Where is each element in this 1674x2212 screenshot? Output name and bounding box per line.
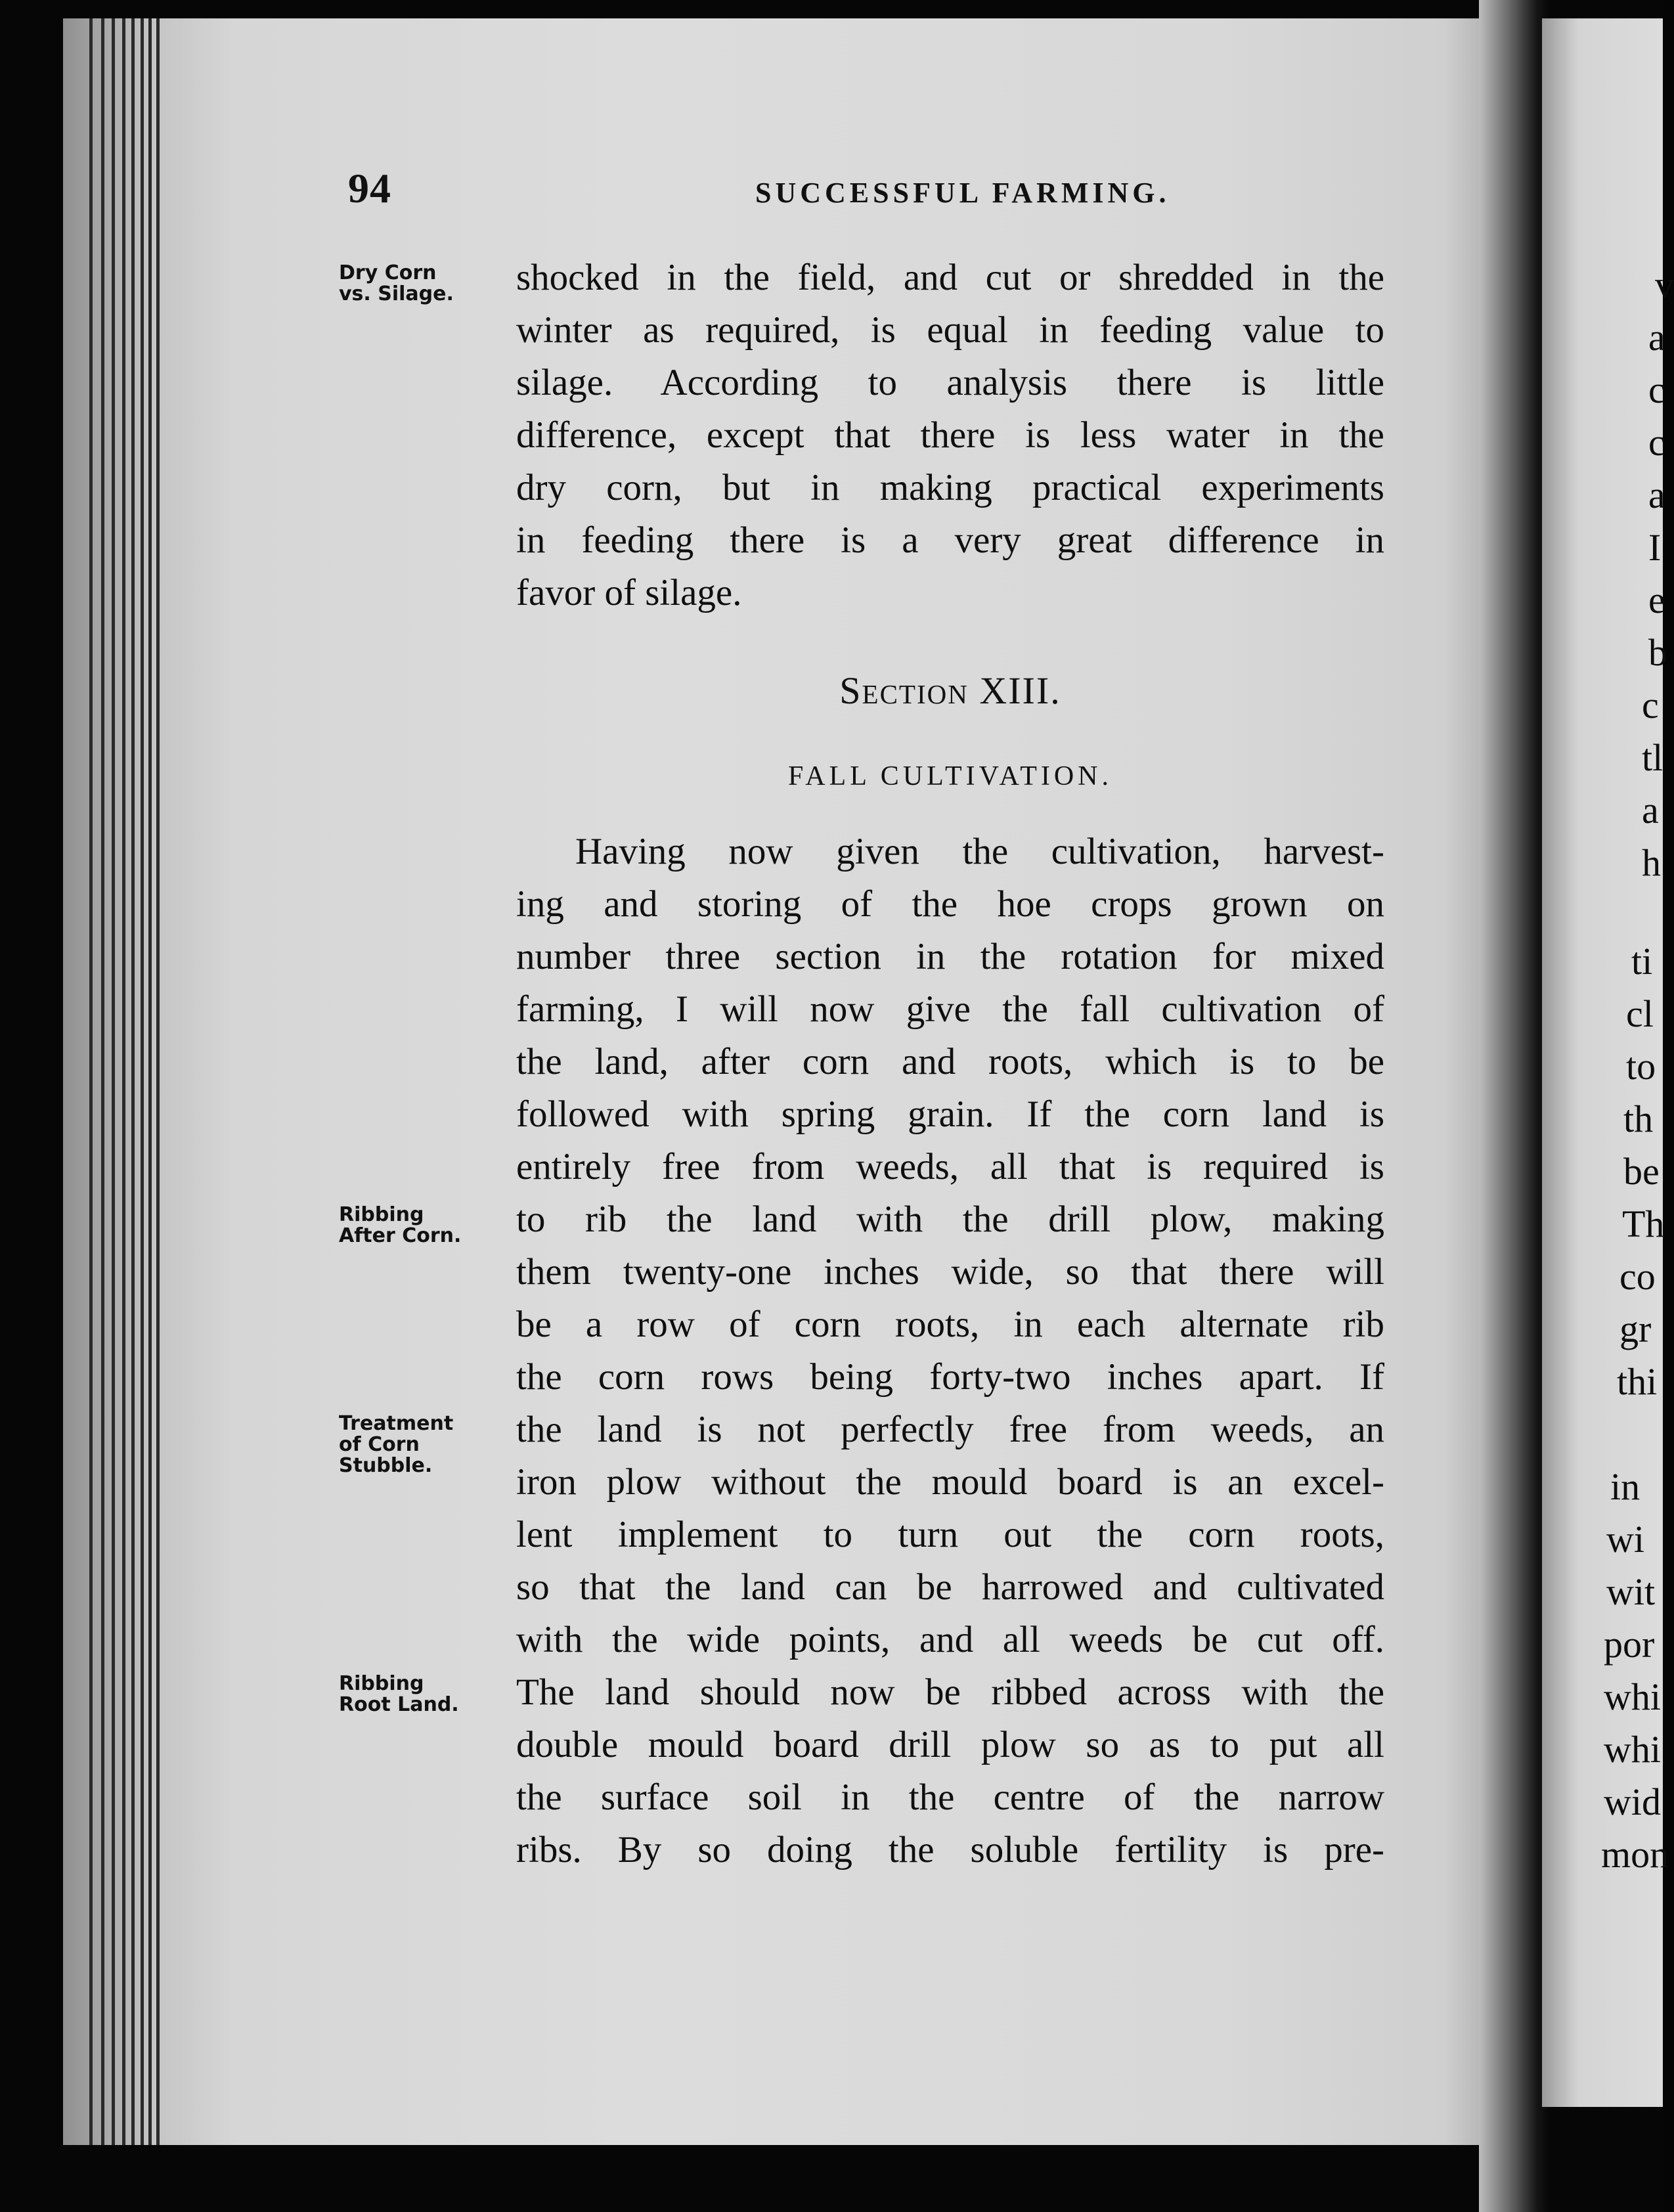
facing-page-fragment: thi — [1617, 1360, 1658, 1403]
marginal-note — [339, 263, 490, 305]
running-head — [348, 164, 1399, 217]
body-text-line: the surface soil in the centre of the narrow — [516, 1777, 1384, 1818]
marginal-note-line: vs. Silage. — [339, 282, 454, 305]
body-text-line: followed with spring grain. If the corn land is — [516, 1094, 1384, 1135]
section-heading — [516, 669, 1384, 713]
facing-page-fragment: c — [1648, 421, 1665, 464]
book-gutter — [1479, 0, 1551, 2212]
marginal-note-line: Ribbing — [339, 1672, 424, 1695]
facing-page-fragment: wid — [1604, 1781, 1661, 1823]
body-text-line: ing and storing of the hoe crops grown on — [516, 883, 1384, 925]
facing-page-fragment: whi — [1604, 1728, 1661, 1771]
page-edges — [63, 18, 175, 2145]
marginal-note-line: After Corn. — [339, 1224, 462, 1247]
marginal-note-line: Stubble. — [339, 1454, 433, 1477]
facing-page-fragment: v — [1655, 263, 1674, 306]
body-text-line: them twenty-one inches wide, so that there will — [516, 1251, 1384, 1293]
facing-page-fragment: c — [1642, 684, 1659, 726]
body-text-line: difference, except that there is less water in the — [516, 414, 1384, 456]
body-text-line: dry corn, but in making practical experiments — [516, 467, 1384, 508]
facing-page-fragment: wit — [1606, 1570, 1656, 1613]
body-text-line: so that the land can be harrowed and cultivated — [516, 1566, 1384, 1608]
facing-page-fragment: whi — [1604, 1675, 1661, 1718]
marginal-note — [339, 1673, 490, 1715]
page-edge-line — [148, 18, 152, 2145]
facing-page-fragment: wi — [1606, 1518, 1644, 1560]
facing-page-fragment: cl — [1626, 992, 1654, 1035]
section-label: Section — [839, 669, 969, 712]
running-title: SUCCESSFUL FARMING. — [755, 177, 1170, 209]
body-text-line: Having now given the cultivation, harvest- — [575, 831, 1384, 872]
page-edge-line — [141, 18, 144, 2145]
body-text-line: the corn rows being forty-two inches apart. If — [516, 1356, 1384, 1398]
page-edge-line — [131, 18, 135, 2145]
marginal-note-line: Dry Corn — [339, 261, 437, 284]
body-text-line: the land, after corn and roots, which is to be — [516, 1041, 1384, 1082]
facing-page-fragment: mon — [1601, 1833, 1669, 1876]
marginal-note-line: of Corn — [339, 1433, 420, 1456]
body-text-line: farming, I will now give the fall cultivation of — [516, 988, 1384, 1030]
page-edge-line — [112, 18, 115, 2145]
facing-page-fragment: be — [1623, 1150, 1660, 1193]
facing-page-fragment: a — [1642, 789, 1659, 831]
facing-page-fragment: Th — [1622, 1203, 1665, 1245]
body-text-line: shocked in the field, and cut or shredded in the — [516, 257, 1384, 298]
body-text-line: number three section in the rotation for mixed — [516, 936, 1384, 977]
marginal-note-line: Treatment — [339, 1412, 454, 1435]
facing-page-fragment: tl — [1642, 736, 1663, 779]
marginal-note — [339, 1413, 490, 1476]
body-text-line: ribs. By so doing the soluble fertility is pre- — [516, 1829, 1384, 1870]
body-text-line: the land is not perfectly free from weeds, an — [516, 1409, 1384, 1450]
facing-page-fragment: a — [1648, 316, 1665, 359]
body-text-line: The land should now be ribbed across with the — [516, 1671, 1384, 1713]
facing-page-fragment: ti — [1631, 940, 1653, 983]
page-edge-line — [122, 18, 125, 2145]
facing-page-fragment: gr — [1619, 1308, 1652, 1350]
marginal-note-line: Root Land. — [339, 1693, 459, 1716]
facing-page-fragment: I — [1648, 526, 1662, 569]
body-text-line: winter as required, is equal in feeding value to — [516, 309, 1384, 351]
page-edge-line — [89, 18, 93, 2145]
facing-page-fragment: a — [1648, 474, 1665, 516]
body-text-line: entirely free from weeds, all that is required is — [516, 1146, 1384, 1187]
body-text-line: favor of silage. — [516, 572, 742, 613]
marginal-note — [339, 1205, 490, 1247]
page-edge-line — [156, 18, 160, 2145]
body-text-line: lent implement to turn out the corn roots, — [516, 1514, 1384, 1555]
facing-page-fragment: c — [1648, 368, 1665, 411]
facing-page-fragment: b — [1648, 631, 1667, 674]
facing-page-fragment: in — [1610, 1465, 1641, 1508]
facing-page-fragment: por — [1604, 1623, 1655, 1666]
facing-page-fragment: h — [1642, 841, 1661, 884]
section-subtitle: FALL CULTIVATION. — [787, 761, 1112, 791]
marginal-note-line: Ribbing — [339, 1203, 424, 1226]
facing-page-fragment: to — [1626, 1045, 1656, 1088]
page-number: 94 — [348, 165, 391, 211]
facing-page-fragment: th — [1623, 1097, 1654, 1140]
body-text-line: to rib the land with the drill plow, making — [516, 1199, 1384, 1240]
body-text-line: double mould board drill plow so as to put all — [516, 1724, 1384, 1765]
body-text-line: silage. According to analysis there is little — [516, 362, 1384, 403]
body-text-line: be a row of corn roots, in each alternate rib — [516, 1304, 1384, 1345]
body-text-line: iron plow without the mould board is an excel- — [516, 1461, 1384, 1503]
facing-page-fragment: e — [1648, 579, 1665, 621]
section-numeral: XIII. — [979, 669, 1061, 712]
page-edge-line — [101, 18, 104, 2145]
facing-page-fragment: co — [1619, 1255, 1656, 1298]
body-text-line: with the wide points, and all weeds be cut off. — [516, 1619, 1384, 1660]
body-text-line: in feeding there is a very great difference in — [516, 520, 1384, 561]
